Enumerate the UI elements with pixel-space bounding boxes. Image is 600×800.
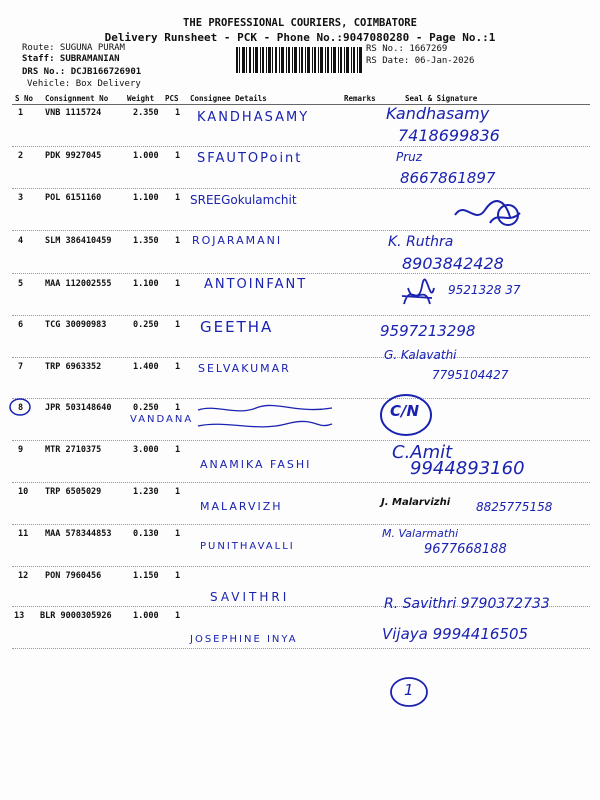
- col-seal-signature: Seal & Signature: [405, 94, 478, 103]
- row-13-weight: 1.000: [133, 611, 159, 621]
- row-3-weight: 1.100: [133, 193, 159, 203]
- rs-number: RS No.: 1667269: [366, 44, 448, 54]
- row-11-phone: 9677668188: [424, 542, 507, 557]
- row-5-phone: 9521328 37: [448, 283, 521, 297]
- row-3-signature-scribble: [450, 195, 530, 230]
- row-4-weight: 1.350: [133, 236, 159, 246]
- row-10-consignee: MALARVIZH: [200, 500, 283, 513]
- row-7-phone: 7795104427: [432, 368, 509, 382]
- row-8-consignment: JPR 503148640: [45, 403, 112, 413]
- row-10-weight: 1.230: [133, 487, 159, 497]
- row-7-signature: G. Kalavathi: [384, 348, 457, 362]
- row-2-phone: 8667861897: [400, 169, 496, 187]
- row-1-consignee: KANDHASAMY: [197, 110, 310, 125]
- row-6-pcs: 1: [175, 320, 181, 330]
- row-9-consignee: ANAMIKA FASHI: [200, 458, 312, 471]
- row-10-sno: 10: [18, 487, 29, 497]
- col-sno: S No: [15, 94, 34, 103]
- row-1-pcs: 1: [175, 108, 181, 118]
- row-11-consignment: MAA 578344853: [45, 529, 112, 539]
- rs-date: RS Date: 06-Jan-2026: [366, 56, 475, 66]
- row-10-consignment: TRP 6505029: [45, 487, 102, 497]
- row-12-sno: 12: [18, 571, 29, 581]
- row-13-consignee: JOSEPHINE INYA: [190, 634, 298, 645]
- row-2-weight: 1.000: [133, 151, 159, 161]
- row-12-pcs: 1: [175, 571, 181, 581]
- row-5-sno: 5: [18, 279, 24, 289]
- row-11-pcs: 1: [175, 529, 181, 539]
- row-7-consignee: SELVAKUMAR: [198, 362, 291, 375]
- row-5-weight: 1.100: [133, 279, 159, 289]
- row-11-signature: M. Valarmathi: [382, 527, 459, 540]
- drs-number: DRS No.: DCJB166726901: [22, 67, 142, 77]
- row-5-consignment: MAA 112002555: [45, 279, 112, 289]
- row-6-consignment: TCG 30090983: [45, 320, 107, 330]
- row-5-consignee: ANTOINFANT: [204, 277, 308, 292]
- row-6-sno: 6: [18, 320, 24, 330]
- col-remarks: Remarks: [344, 94, 376, 103]
- row-8-struck-name: [196, 402, 336, 436]
- row-1-signature: Kandhasamy: [386, 104, 490, 123]
- row-2-pcs: 1: [175, 151, 181, 161]
- barcode: [236, 47, 362, 73]
- col-consignee: Consignee Details: [190, 94, 267, 103]
- row-6-signature: 9597213298: [380, 322, 476, 340]
- row-4-signature: K. Ruthra: [388, 234, 454, 250]
- row-9-sno: 9: [18, 445, 24, 455]
- row-4-phone: 8903842428: [402, 254, 504, 273]
- route: Route: SUGUNA PURAM: [22, 43, 125, 53]
- row-11-sno: 11: [18, 529, 29, 539]
- row-4-sno: 4: [18, 236, 24, 246]
- row-8-signature: C/N: [390, 402, 420, 420]
- company-title: THE PROFESSIONAL COURIERS, COIMBATORE: [183, 17, 417, 29]
- row-3-consignee: SREEGokulamchit: [190, 193, 297, 207]
- row-2-signature: Pruz: [396, 150, 423, 164]
- row-4-consignment: SLM 386410459: [45, 236, 112, 246]
- row-10-phone: 8825775158: [476, 500, 553, 514]
- row-4-consignee: ROJARAMANI: [192, 234, 283, 247]
- row-8-weight: 0.250: [133, 403, 159, 413]
- staff: Staff: SUBRAMANIAN: [22, 54, 120, 64]
- row-13-consignment: BLR 9000305926: [40, 611, 112, 621]
- row-2-consignment: PDK 9927045: [45, 151, 102, 161]
- runsheet-subtitle: Delivery Runsheet - PCK - Phone No.:9047080280 - Page No.:1: [104, 31, 496, 44]
- col-consignment: Consignment No: [45, 94, 109, 103]
- row-8-pcs: 1: [175, 403, 181, 413]
- row-12-consignee: SAVITHRI: [210, 590, 290, 604]
- row-13-pcs: 1: [175, 611, 181, 621]
- row-13-sno: 13: [14, 611, 25, 621]
- row-12-consignment: PON 7960456: [45, 571, 102, 581]
- row-9-pcs: 1: [175, 445, 181, 455]
- row-9-signature: C.Amit: [392, 442, 453, 463]
- row-10-pcs: 1: [175, 487, 181, 497]
- row-3-sno: 3: [18, 193, 24, 203]
- row-11-weight: 0.130: [133, 529, 159, 539]
- row-2-sno: 2: [18, 151, 24, 161]
- row-5-pcs: 1: [175, 279, 181, 289]
- row-8-consignee: VANDANA: [130, 414, 194, 425]
- row-10-signature: J. Malarvizhi: [381, 497, 451, 508]
- row-9-weight: 3.000: [133, 445, 159, 455]
- row-1-consignment: VNB 1115724: [45, 108, 102, 118]
- row-11-consignee: PUNITHAVALLI: [200, 541, 295, 552]
- row-3-pcs: 1: [175, 193, 181, 203]
- col-weight: Weight: [127, 94, 155, 103]
- row-4-pcs: 1: [175, 236, 181, 246]
- row-2-consignee: SFAUTOPoint: [197, 151, 303, 166]
- row-1-sno: 1: [18, 108, 24, 118]
- row-12-weight: 1.150: [133, 571, 159, 581]
- row-7-weight: 1.400: [133, 362, 159, 372]
- row-7-pcs: 1: [175, 362, 181, 372]
- row-8-sno: 8: [18, 403, 24, 413]
- row-9-phone: 9944893160: [410, 458, 525, 479]
- row-6-weight: 0.250: [133, 320, 159, 330]
- row-1-weight: 2.350: [133, 108, 159, 118]
- row-9-consignment: MTR 2710375: [45, 445, 102, 455]
- row-7-sno: 7: [18, 362, 24, 372]
- delivered-count: 1: [404, 681, 414, 699]
- row-1-phone: 7418699836: [398, 126, 500, 145]
- row-3-consignment: POL 6151160: [45, 193, 102, 203]
- vehicle: Vehicle: Box Delivery: [27, 79, 141, 89]
- row-6-consignee: GEETHA: [200, 318, 274, 336]
- row-5-signature-scribble: [400, 278, 436, 312]
- row-12-signature: R. Savithri 9790372733: [384, 596, 550, 612]
- col-pcs: PCS: [165, 94, 179, 103]
- row-13-signature: Vijaya 9994416505: [382, 625, 529, 643]
- row-7-consignment: TRP 6963352: [45, 362, 102, 372]
